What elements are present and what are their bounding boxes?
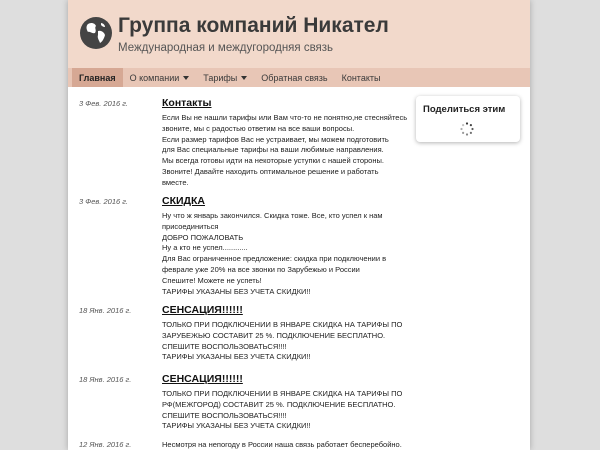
post-body: [162, 320, 404, 363]
nav-item-feedback[interactable]: [254, 68, 334, 87]
post-date: 3 Фев. 2016 г.: [79, 197, 129, 206]
share-widget: [416, 96, 520, 142]
nav-item-about[interactable]: [123, 68, 197, 87]
post-line: ТОЛЬКО ПРИ ПОДКЛЮЧЕНИИ В ЯНВАРЕ СКИДКА НА ТАРИФЫ ПО: [162, 320, 403, 329]
main-nav: [68, 68, 530, 87]
nav-item-label: Тарифы: [203, 72, 238, 83]
post-line: феврале уже 20% на все звонки по Зарубежью и России: [162, 264, 360, 274]
post-line: Для Вас ограниченное предложение: скидка при подключении в: [162, 254, 387, 264]
post-line: Мы всегда готовы идти на некоторые уступки с нашей стороны.: [162, 156, 384, 166]
post-line: СПЕШИТЕ ВОСПОЛЬЗОВАТЬСЯ!!!!: [162, 410, 287, 420]
post-line: Несмотря на непогоду в России наша связь работает бесперебойно.: [162, 440, 402, 449]
post-title-link[interactable]: СЕНСАЦИЯ!!!!!!: [162, 373, 243, 385]
post-line: для Вас специальные тарифы на ваши любимые направления.: [162, 145, 384, 155]
nav-item-label: Обратная связь: [261, 72, 328, 83]
post: [68, 194, 530, 303]
post-body: [162, 389, 404, 432]
post: [68, 303, 530, 372]
post-line: Ну что ж январь закончился. Скидка тоже. Все, кто успел к нам: [162, 211, 383, 220]
post-title-link[interactable]: Контакты: [162, 97, 212, 109]
site-header: [68, 0, 530, 68]
nav-item-label: Контакты: [341, 72, 381, 83]
post-line: Спешите! Можете не успеть!: [162, 275, 262, 285]
post-line: ДОБРО ПОЖАЛОВАТЬ: [162, 232, 244, 242]
post-line: ТОЛЬКО ПРИ ПОДКЛЮЧЕНИИ В ЯНВАРЕ СКИДКА НА ТАРИФЫ ПО: [162, 389, 403, 398]
post-body: [162, 113, 408, 189]
post-line: ТАРИФЫ УКАЗАНЫ БЕЗ УЧЕТА СКИДКИ!!: [162, 421, 311, 431]
post-date: 3 Фев. 2016 г.: [79, 99, 129, 108]
post-date: 18 Янв. 2016 г.: [79, 306, 132, 315]
globe-icon[interactable]: [79, 16, 113, 50]
post-line: вместе.: [162, 177, 189, 187]
spinner-icon: [460, 122, 474, 136]
post-body: [162, 211, 404, 297]
share-title: Поделиться этим: [423, 104, 506, 115]
post-title-link[interactable]: СЕНСАЦИЯ!!!!!!: [162, 304, 243, 316]
nav-item-tariffs[interactable]: [196, 68, 254, 87]
post-line: Ну а кто не успел............: [162, 243, 248, 253]
post-line: ТАРИФЫ УКАЗАНЫ БЕЗ УЧЕТА СКИДКИ!!: [162, 286, 311, 296]
post: [68, 440, 530, 450]
caret-down-icon: [241, 76, 247, 80]
nav-item-label: О компании: [129, 72, 180, 83]
post-line: ЗАРУБЕЖЬЮ СОСТАВИТ 25 %. ПОДКЛЮЧЕНИЕ БЕСПЛАТНО.: [162, 330, 386, 340]
post-line: Звоните! Давайте находить оптимальное решение и работать: [162, 166, 379, 176]
post-line: Если размер тарифов Вас не устраивает, мы можем подготовить: [162, 134, 389, 144]
post-line: РФ(МЕЖГОРОД) СОСТАВИТ 25 %. ПОДКЛЮЧЕНИЕ БЕСПЛАТНО.: [162, 399, 396, 409]
nav-item-home[interactable]: [72, 68, 123, 87]
site-title[interactable]: Группа компаний Никател: [118, 14, 389, 37]
post-body: [162, 440, 404, 450]
post-date: 12 Янв. 2016 г.: [79, 440, 132, 449]
post-line: присоединиться: [162, 221, 219, 231]
post-line: СПЕШИТЕ ВОСПОЛЬЗОВАТЬСЯ!!!!: [162, 341, 287, 351]
post-line: звоните, мы с радостью ответим на все ваши вопросы.: [162, 123, 355, 133]
post-line: Если Вы не нашли тарифы или Вам что-то не понятно,не стесняйтесь: [162, 113, 408, 122]
post-date: 18 Янв. 2016 г.: [79, 375, 132, 384]
nav-item-label: Главная: [79, 72, 116, 83]
site-subtitle: Международная и междугородняя связь: [118, 42, 334, 54]
caret-down-icon: [183, 76, 189, 80]
post: [68, 372, 530, 440]
post-title-link[interactable]: СКИДКА: [162, 195, 206, 207]
nav-item-contacts[interactable]: [335, 68, 388, 87]
page-container: [68, 0, 530, 450]
post-line: ТАРИФЫ УКАЗАНЫ БЕЗ УЧЕТА СКИДКИ!!: [162, 352, 311, 362]
